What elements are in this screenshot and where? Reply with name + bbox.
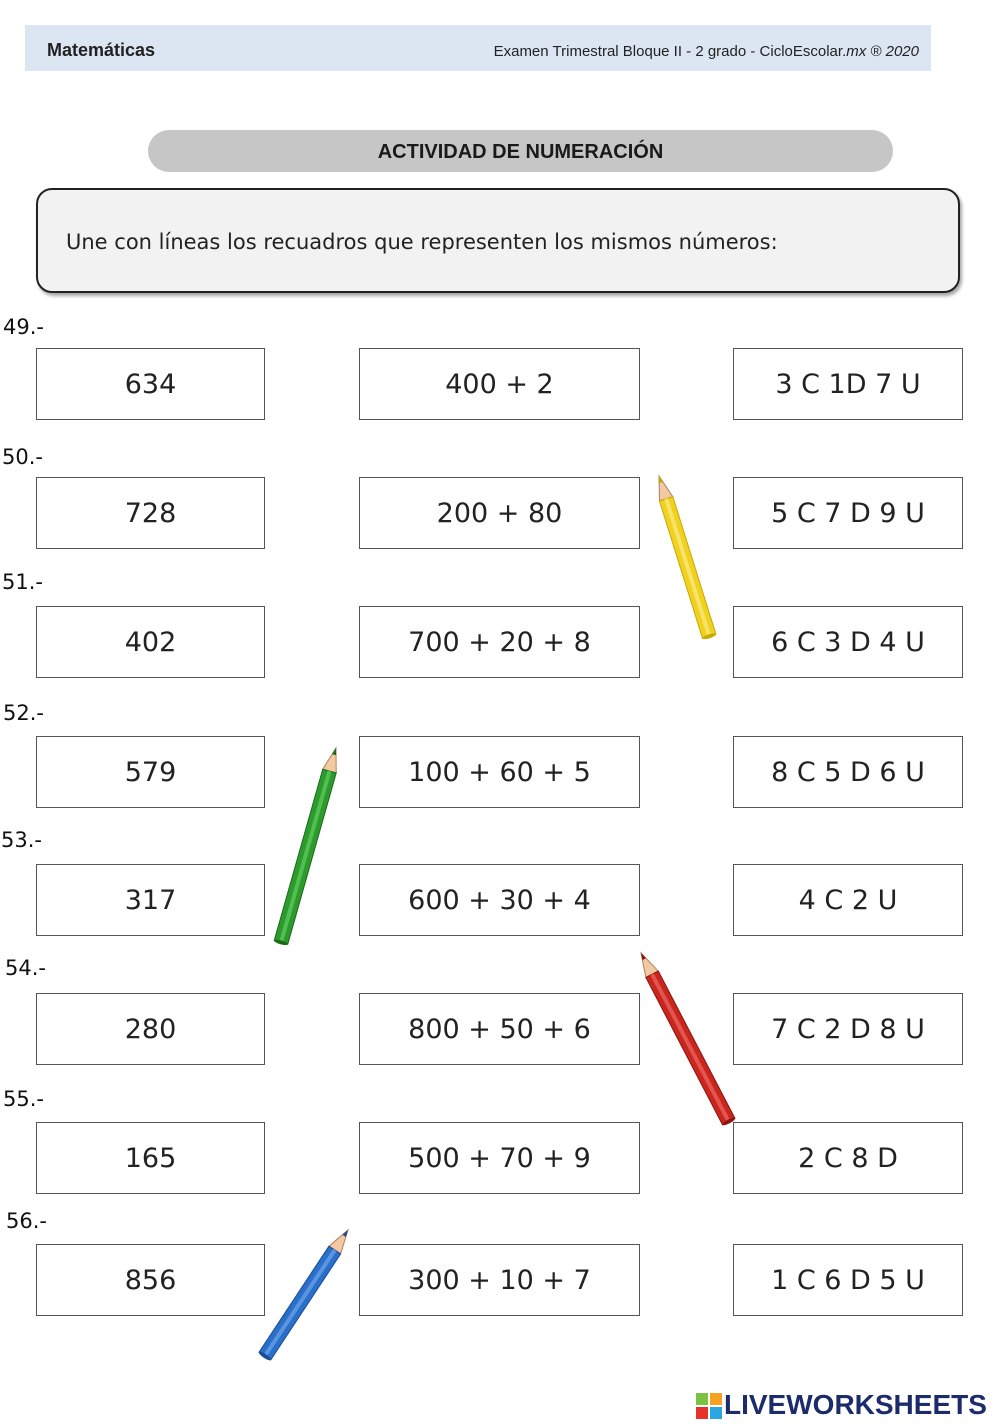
question-number: 55.-: [3, 1087, 44, 1111]
question-number: 56.-: [6, 1209, 47, 1233]
question-number: 52.-: [3, 701, 44, 725]
exam-info-italic: mx ® 2020: [846, 43, 919, 60]
number-box[interactable]: 634: [36, 348, 265, 420]
place-value-box[interactable]: 7 C 2 D 8 U: [733, 993, 963, 1065]
subject-label: Matemáticas: [47, 40, 156, 60]
question-number: 53.-: [1, 828, 42, 852]
activity-title: ACTIVIDAD DE NUMERACIÓN: [148, 130, 893, 172]
place-value-box[interactable]: 5 C 7 D 9 U: [733, 477, 963, 549]
place-value-box[interactable]: 3 C 1D 7 U: [733, 348, 963, 420]
liveworksheets-logo-icon: [696, 1393, 722, 1419]
number-box[interactable]: 402: [36, 606, 265, 678]
question-number: 54.-: [5, 956, 46, 980]
number-box[interactable]: 856: [36, 1244, 265, 1316]
sum-box[interactable]: 200 + 80: [359, 477, 640, 549]
place-value-box[interactable]: 6 C 3 D 4 U: [733, 606, 963, 678]
sum-box[interactable]: 800 + 50 + 6: [359, 993, 640, 1065]
place-value-box[interactable]: 4 C 2 U: [733, 864, 963, 936]
number-box[interactable]: 280: [36, 993, 265, 1065]
question-number: 49.-: [3, 315, 44, 339]
place-value-box[interactable]: 1 C 6 D 5 U: [733, 1244, 963, 1316]
place-value-box[interactable]: 2 C 8 D: [733, 1122, 963, 1194]
sum-box[interactable]: 300 + 10 + 7: [359, 1244, 640, 1316]
green-pencil-icon[interactable]: [274, 746, 343, 946]
blue-pencil-icon[interactable]: [258, 1226, 354, 1361]
instruction-text: Une con líneas los recuadros que representen los mismos números:: [66, 230, 778, 254]
place-value-box[interactable]: 8 C 5 D 6 U: [733, 736, 963, 808]
yellow-pencil-icon[interactable]: [652, 474, 716, 640]
number-box[interactable]: 579: [36, 736, 265, 808]
sum-box[interactable]: 400 + 2: [359, 348, 640, 420]
number-box[interactable]: 317: [36, 864, 265, 936]
sum-box[interactable]: 500 + 70 + 9: [359, 1122, 640, 1194]
red-pencil-icon[interactable]: [635, 950, 736, 1127]
number-box[interactable]: 165: [36, 1122, 265, 1194]
question-number: 50.-: [2, 445, 43, 469]
sum-box[interactable]: 100 + 60 + 5: [359, 736, 640, 808]
logo-text: LIVEWORKSHEETS: [724, 1389, 987, 1420]
sum-box[interactable]: 700 + 20 + 8: [359, 606, 640, 678]
question-number: 51.-: [2, 570, 43, 594]
exam-info-main: Examen Trimestral Bloque II - 2 grado - CicloEscolar.: [493, 43, 847, 60]
number-box[interactable]: 728: [36, 477, 265, 549]
sum-box[interactable]: 600 + 30 + 4: [359, 864, 640, 936]
